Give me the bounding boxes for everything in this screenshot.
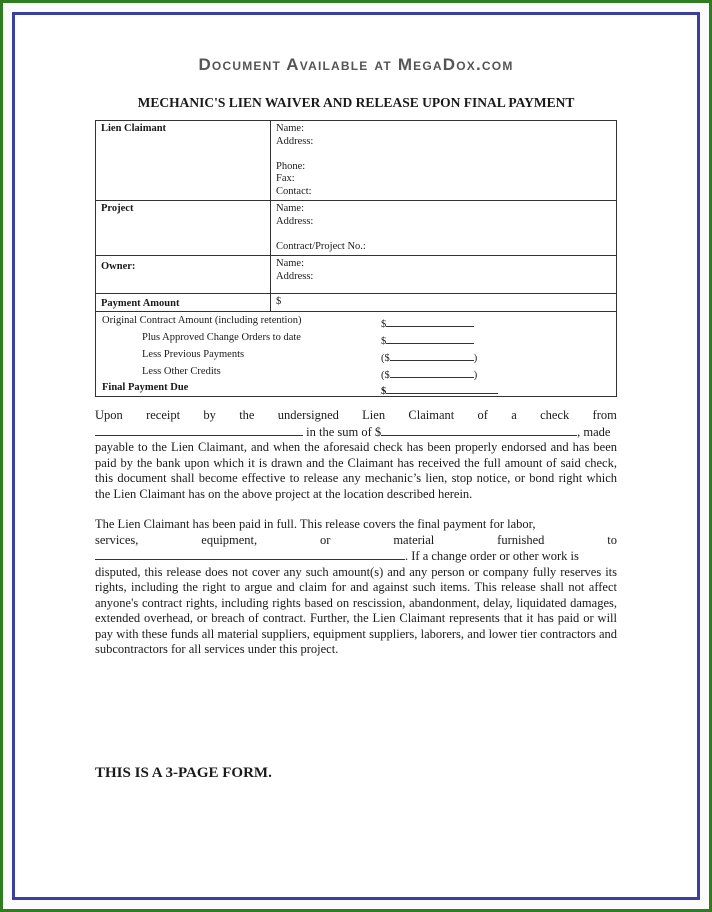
para2-line2 — [95, 533, 617, 549]
field-name: Name: — [276, 258, 304, 269]
project-fields[interactable] — [271, 201, 617, 256]
work-description-blank[interactable] — [95, 548, 405, 560]
word: by — [203, 408, 216, 422]
para2-line1: The Lien Claimant has been paid in full. This release covers the final payment for labor, — [95, 517, 536, 531]
word: undersigned — [277, 408, 339, 422]
word: check — [540, 408, 570, 422]
word: furnished — [497, 532, 545, 547]
word: a — [511, 408, 517, 422]
field-contact: Contact: — [276, 185, 312, 197]
field-address: Address: — [276, 215, 314, 227]
lien-claimant-fields[interactable] — [271, 121, 617, 201]
word: Lien — [362, 408, 386, 422]
change-orders-field[interactable] — [381, 332, 474, 347]
word: of — [477, 408, 488, 422]
currency-prefix: ($ — [381, 370, 390, 381]
currency-prefix: ($ — [381, 353, 390, 364]
currency-prefix: $ — [381, 386, 387, 397]
lien-form-table — [95, 120, 617, 397]
para1-line1 — [95, 408, 617, 424]
form-title: MECHANIC'S LIEN WAIVER AND RELEASE UPON FINAL PAYMENT — [137, 95, 575, 110]
original-contract-label: Original Contract Amount (including retention) — [102, 315, 302, 326]
currency-suffix: ) — [473, 353, 478, 364]
blank-line — [390, 366, 474, 378]
project-row — [96, 201, 617, 256]
word: receipt — [146, 408, 181, 422]
final-payment-due-field[interactable] — [381, 382, 498, 397]
blank-line — [386, 332, 474, 344]
word: to — [607, 532, 617, 547]
change-order-text: . If a change order or other work is — [405, 549, 579, 563]
payment-amount-row — [96, 294, 617, 312]
currency-prefix: $ — [381, 319, 387, 330]
word: equipment, — [201, 532, 258, 547]
para1-body: payable to the Lien Claimant, and when the aforesaid check has been properly endorsed and has been paid by the bank upon which it is drawn and the Claimant has received the full amount of said check, this document shall become effective to release any mechanic’s lien, stop notice, or bond right which the Lien Claimant has on the above project at the location described herein. — [95, 440, 617, 501]
other-credits-label: Less Other Credits — [142, 366, 221, 377]
payment-amount-label: Payment Amount — [96, 294, 271, 312]
other-credits-field[interactable] — [381, 366, 477, 381]
owner-row — [96, 256, 617, 294]
word: services, — [95, 532, 139, 547]
para2-line3 — [95, 548, 617, 565]
lien-claimant-row — [96, 121, 617, 201]
currency-prefix: $ — [381, 336, 387, 347]
owner-fields[interactable] — [271, 256, 617, 294]
word: Claimant — [408, 408, 455, 422]
project-label: Project — [96, 201, 271, 256]
field-fax: Fax: — [276, 173, 295, 184]
amount-blank[interactable] — [381, 424, 577, 436]
header-banner: Document Available at MegaDox.com — [198, 55, 514, 74]
para2-body: disputed, this release does not cover any such amount(s) and any person or company fully reserves its rights, including the right to argue and claim for and against such items. This release shall not affect anyone's contract rights, including rights based on rescission, abandonment, delay, liquidated damages, extended overhead, or breach of contract. Further, the Lien Claimant represents that it has paid or will pay with these funds all material suppliers, equipment suppliers, laborers, and lower tier contractors and subcontractors for all services under this project. — [95, 564, 617, 656]
field-address: Address: — [276, 135, 314, 147]
made-text: , made — [577, 424, 611, 439]
sum-text: in the sum of $ — [306, 424, 382, 439]
currency-suffix: ) — [473, 370, 478, 381]
blank-line — [386, 315, 474, 327]
para1-line2 — [95, 424, 617, 441]
field-name: Name: — [276, 203, 304, 214]
word: Upon — [95, 408, 123, 422]
lien-claimant-label: Lien Claimant — [96, 121, 271, 201]
word: or — [320, 532, 331, 547]
previous-payments-field[interactable] — [381, 349, 477, 364]
release-paragraph-1 — [95, 408, 617, 502]
payment-breakdown-row — [96, 312, 617, 397]
field-contract-no: Contract/Project No.: — [276, 240, 366, 252]
payment-breakdown — [96, 312, 617, 397]
word: the — [239, 408, 255, 422]
final-payment-due-label: Final Payment Due — [102, 382, 189, 393]
owner-label: Owner: — [96, 256, 271, 294]
release-paragraph-2 — [95, 517, 617, 658]
field-phone: Phone: — [276, 160, 306, 172]
word: from — [592, 408, 617, 422]
field-address: Address: — [276, 270, 314, 282]
original-contract-field[interactable] — [381, 315, 474, 330]
blank-line — [390, 349, 474, 361]
field-name: Name: — [276, 123, 304, 134]
page-count-note: THIS IS A 3-PAGE FORM. — [95, 765, 272, 781]
blank-line — [386, 382, 498, 394]
change-orders-label: Plus Approved Change Orders to date — [142, 332, 301, 343]
word: material — [393, 532, 435, 547]
previous-payments-label: Less Previous Payments — [142, 349, 245, 360]
payment-amount-field[interactable]: $ — [271, 294, 617, 312]
payer-blank[interactable] — [95, 424, 303, 436]
